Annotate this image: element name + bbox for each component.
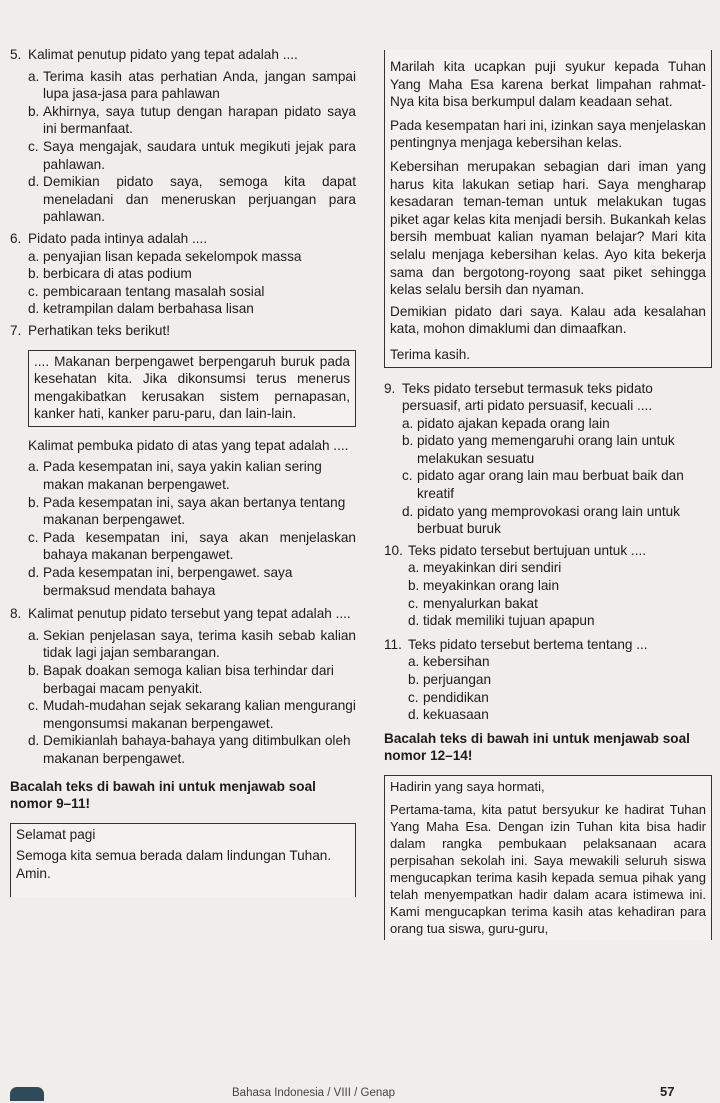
quoted-text-box <box>28 350 356 427</box>
option-letter: a. <box>402 415 414 431</box>
option-letter: b. <box>28 663 40 678</box>
question-text: Pidato pada intinya adalah .... <box>28 230 208 246</box>
option-letter: a. <box>28 627 40 643</box>
option <box>408 689 712 707</box>
reading-instruction: Bacalah teks di bawah ini untuk menjawab soal nomor 12–14! <box>384 730 690 764</box>
option-text: pidato agar orang lain mau berbuat baik dan kreatif <box>417 468 684 502</box>
option <box>408 706 712 724</box>
option-text: Bapak doakan semoga kalian bisa terhindar dari berbagai macam penyakit. <box>43 663 334 696</box>
option-letter: d. <box>28 565 40 581</box>
quoted-text: .... Makanan berpengawet berpengaruh buruk pada kesehatan kita. Jika dikonsumsi terus menerus mengakibatkan kerusakan sistem pernapasan, kanker hati, kanker paru-paru, dan lain-lain. <box>34 353 350 422</box>
option <box>28 732 356 767</box>
speech-paragraph: Kebersihan merupakan sebagian dari iman yang harus kita lakukan setiap hari. Saya mengharap kesadaran teman-teman untuk melakukan tugas piket agar kelas kita menjadi bersih. Bukankah kelas bersih membuat kalian nyaman belajar? Mari kita selalu menjaga kebersihan kelas. Ayo kita bekerja sama dan bergotong-royong saat piket sehingga kelas selalu bersih dan nyaman. <box>390 158 706 298</box>
option-letter: d. <box>28 174 40 190</box>
option <box>28 248 356 266</box>
right-column <box>384 50 712 940</box>
option <box>408 595 712 613</box>
option-letter: b. <box>408 672 420 687</box>
option-text: Pada kesempatan ini, saya akan bertanya tentang makanan berpengawet. <box>43 494 346 528</box>
option <box>402 415 712 433</box>
option <box>28 662 356 697</box>
option <box>28 494 356 529</box>
option <box>28 103 356 138</box>
option-text: meyakinkan diri sendiri <box>423 560 562 576</box>
option-letter: a. <box>28 248 40 264</box>
option <box>28 138 356 173</box>
option-text: Saya mengajak, saudara untuk megikuti jejak para pahlawan. <box>43 138 356 172</box>
option-text: Demikianlah bahaya-bahaya yang ditimbulkan oleh makanan berpengawet. <box>43 733 351 766</box>
option-text: menyalurkan bakat <box>423 595 538 611</box>
speech-greeting: Hadirin yang saya hormati, <box>390 778 545 794</box>
speech-paragraph: Semoga kita semua berada dalam lindungan Tuhan. Amin. <box>16 848 332 881</box>
book-title: Bahasa Indonesia / VIII / Genap <box>232 1087 396 1099</box>
question-8 <box>10 605 356 623</box>
speech-text-box <box>10 823 356 897</box>
option <box>408 559 712 577</box>
question-number: 7. <box>10 322 22 338</box>
option-letter: d. <box>28 733 40 749</box>
question-number: 9. <box>384 380 396 396</box>
speech-paragraph: Pertama-tama, kita patut bersyukur ke hadirat Tuhan Yang Maha Esa. Dengan izin Tuhan kita bisa hadir dalam rangka pembukaan pelaksanaan acara perpisahan sekolah ini. Saya mewakili seluruh siswa mengucapkan terima kasih kepada semua pihak yang telah menyempatkan hadir dalam acara istimewa ini. Kami mengucapkan terima kasih atas kehadiran para orang tua siswa, guru-guru, <box>390 801 706 936</box>
option-letter: c. <box>408 689 419 705</box>
speech-greeting: Selamat pagi <box>16 826 96 842</box>
option-letter: c. <box>408 595 419 611</box>
option-text: perjuangan <box>423 672 492 687</box>
option-letter: b. <box>402 433 414 449</box>
option-text: Pada kesempatan ini, saya yakin kalian sering makan makanan berpengawet. <box>43 459 322 493</box>
reading-instruction: Bacalah teks di bawah ini untuk menjawab soal nomor 9–11! <box>10 778 316 812</box>
option-text: pidato ajakan kepada orang lain <box>417 415 610 431</box>
option-text: Sekian penjelasan saya, terima kasih sebab kalian tidak lagi jajan sembarangan. <box>43 627 356 661</box>
option <box>402 467 712 502</box>
option-letter: d. <box>408 613 420 629</box>
option-text: Terima kasih atas perhatian Anda, jangan sampai lupa jasa-jasa para pahlawan <box>43 68 356 102</box>
question-number: 8. <box>10 606 22 622</box>
option-text: pembicaraan tentang masalah sosial <box>43 283 265 299</box>
option-text: Demikian pidato saya, semoga kita dapat meneladani dan meneruskan perjuangan para pahlawan. <box>43 174 356 225</box>
question-text: Teks pidato tersebut bertujuan untuk .... <box>408 542 647 558</box>
option-text: penyajian lisan kepada sekelompok massa <box>43 248 302 264</box>
option-letter: a. <box>28 459 40 475</box>
question-text: Perhatikan teks berikut! <box>28 322 171 338</box>
question-number: 6. <box>10 230 22 246</box>
option-text: Pada kesempatan ini, berpengawet. saya bermaksud mendata bahaya <box>43 565 293 598</box>
speech-paragraph: Pada kesempatan hari ini, izinkan saya menjelaskan pentingnya menjaga kebersihan kelas. <box>390 117 706 151</box>
question-number: 5. <box>10 47 22 62</box>
question-number: 11. <box>384 636 402 652</box>
option-letter: c. <box>28 529 39 545</box>
question-text: Kalimat penutup pidato tersebut yang tepat adalah .... <box>28 606 351 622</box>
question-11 <box>384 636 712 654</box>
option-letter: a. <box>408 560 420 576</box>
option <box>28 68 356 103</box>
option-text: Pada kesempatan ini, saya akan menjelaskan bahaya makanan berpengawet. <box>43 529 356 563</box>
option-letter: a. <box>408 654 420 670</box>
question-7 <box>10 322 356 340</box>
option-text: kebersihan <box>423 654 490 670</box>
option-letter: d. <box>28 301 40 317</box>
option-text: meyakinkan orang lain <box>423 578 560 594</box>
speech-closing: Terima kasih. <box>390 346 471 362</box>
question-number: 10. <box>384 542 403 558</box>
option <box>28 265 356 283</box>
option <box>408 577 712 595</box>
option <box>28 173 356 226</box>
option <box>408 612 712 630</box>
question-10 <box>384 542 712 560</box>
option <box>28 627 356 662</box>
option <box>402 432 712 467</box>
option-letter: c. <box>402 468 413 484</box>
question-text: Teks pidato tersebut termasuk teks pidato persuasif, arti pidato persuasif, kecuali .... <box>402 380 653 414</box>
option <box>28 458 356 493</box>
option-letter: b. <box>408 578 420 594</box>
question-prompt: Kalimat pembuka pidato di atas yang tepat adalah .... <box>28 437 349 453</box>
option-text: pidato yang memprovokasi orang lain untuk berbuat buruk <box>417 503 680 537</box>
option-letter: c. <box>28 283 39 299</box>
option <box>28 283 356 301</box>
speech-paragraph: Marilah kita ucapkan puji syukur kepada Tuhan Yang Maha Esa karena berkat limpahan rahmat-Nya kita bisa berkumpul dalam keadaan sehat. <box>390 59 706 110</box>
option-letter: a. <box>28 68 40 84</box>
option <box>28 300 356 318</box>
page-footer <box>0 1083 720 1101</box>
publisher-logo-icon <box>10 1087 44 1101</box>
option-text: pendidikan <box>423 689 489 705</box>
option <box>408 653 712 671</box>
option-letter: c. <box>28 138 39 154</box>
option-letter: b. <box>28 494 40 510</box>
question-text: Teks pidato tersebut bertema tentang ... <box>408 636 648 652</box>
option <box>28 529 356 564</box>
speech-paragraph: Demikian pidato dari saya. Kalau ada kesalahan kata, mohon dimaklumi dan dimaafkan. <box>390 303 706 337</box>
option-letter: b. <box>28 266 40 282</box>
left-column <box>10 46 356 897</box>
question-6 <box>10 230 356 248</box>
question-text: Kalimat penutup pidato yang tepat adalah .... <box>28 47 298 62</box>
option-letter: c. <box>28 698 39 714</box>
option-text: berbicara di atas podium <box>43 266 192 282</box>
question-5 <box>10 46 356 64</box>
question-9 <box>384 380 712 415</box>
option-letter: b. <box>28 103 40 119</box>
option-letter: d. <box>408 707 420 723</box>
option-text: pidato yang memengaruhi orang lain untuk melakukan sesuatu <box>417 433 675 466</box>
option-text: Akhirnya, saya tutup dengan harapan pidato saya ini bermanfaat. <box>43 103 356 137</box>
speech-text-box-continued <box>384 50 712 368</box>
option-text: tidak memiliki tujuan apapun <box>423 613 595 629</box>
option <box>28 697 356 732</box>
option <box>402 503 712 538</box>
option <box>28 564 356 599</box>
option-text: kekuasaan <box>423 707 489 723</box>
option-text: Mudah-mudahan sejak sekarang kalian mengurangi mengonsumsi makanan berpengawet. <box>43 698 356 731</box>
page-number: 57 <box>660 1084 675 1099</box>
option-text: ketrampilan dalam berbahasa lisan <box>43 301 254 317</box>
speech-text-box-2 <box>384 775 712 940</box>
option-letter: d. <box>402 503 414 519</box>
option <box>408 671 712 689</box>
